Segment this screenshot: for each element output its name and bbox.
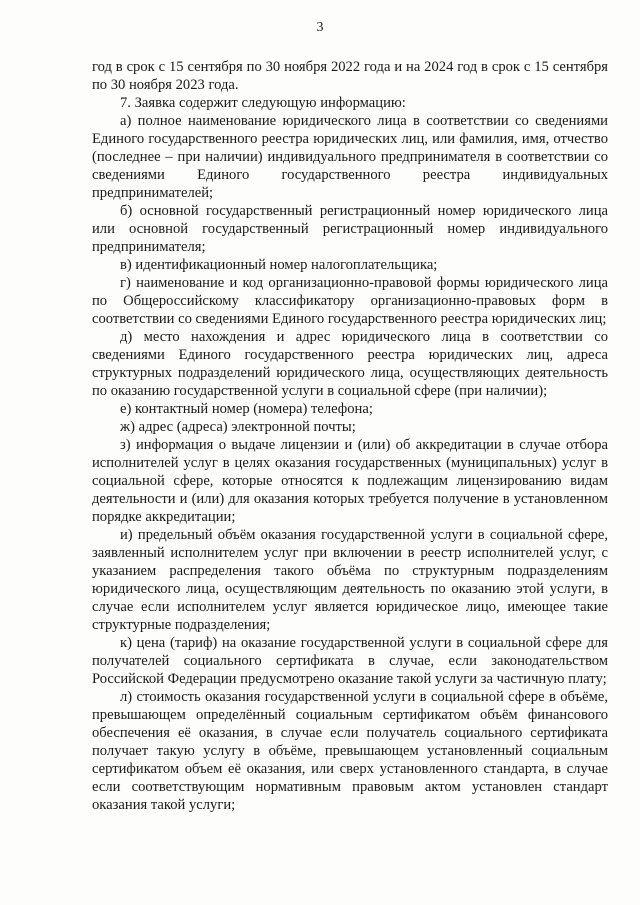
paragraph-item-d: д) место нахождения и адрес юридического лица в соответствии со сведениями Единого государственного реестра юридических лиц, адреса структурных подразделений юридического лица, осуществляющих деятельность по оказанию государственной услуги в социальной сфере (при наличии); bbox=[92, 329, 608, 399]
paragraph-item-g: г) наименование и код организационно-правовой формы юридического лица по Общероссийскому классификатору организационно-правовых форм в соответствии со сведениями Единого государственного реестра юридических лиц; bbox=[92, 275, 608, 327]
paragraph-item-a: а) полное наименование юридического лица в соответствии со сведениями Единого государственного реестра юридических лиц, или фамилия, имя, отчество (последнее – при наличии) индивидуального предпринимателя в соответствии со сведениями Единого государственного реестра индивидуальных предпринимателей; bbox=[92, 113, 608, 201]
document-body bbox=[92, 58, 608, 814]
paragraph-item-l: л) стоимость оказания государственной услуги в социальной сфере в объёме, превышающем определённый социальным сертификатом объём финансового обеспечения её оказания, в случае если получатель социального сертификата получает такую услугу в объёме, превышающем установленный социальным сертификатом объем её оказания, или сверх установленного стандарта, в случае если соответствующим нормативным правовым актом установлен стандарт оказания такой услуги; bbox=[92, 689, 608, 813]
paragraph-item-k: к) цена (тариф) на оказание государственной услуги в социальной сфере для получателей социального сертификата в случае, если законодательством Российской Федерации предусмотрено оказание такой услуги за частичную плату; bbox=[92, 635, 608, 687]
paragraph-item-v: в) идентификационный номер налогоплательщика; bbox=[120, 257, 438, 273]
paragraph-item-7: 7. Заявка содержит следующую информацию: bbox=[120, 95, 406, 111]
paragraph-item-e: е) контактный номер (номера) телефона; bbox=[120, 401, 373, 417]
paragraph-item-zh: ж) адрес (адреса) электронной почты; bbox=[120, 419, 356, 435]
paragraph-continuation: год в срок с 15 сентября по 30 ноября 2022 года и на 2024 год в срок с 15 сентября по 30 ноября 2023 года. bbox=[92, 59, 608, 93]
paragraph-item-z: з) информация о выдаче лицензии и (или) об аккредитации в случае отбора исполнителей услуг в целях оказания государственных (муниципальных) услуг в социальной сфере, которые относятся к подлежащим лицензированию видам деятельности и (или) для оказания которых требуется получение в установленном порядке аккредитации; bbox=[92, 437, 608, 525]
paragraph-item-b: б) основной государственный регистрационный номер юридического лица или основной государственный регистрационный номер индивидуального предпринимателя; bbox=[92, 203, 608, 255]
page-number: 3 bbox=[316, 20, 324, 35]
paragraph-item-i: и) предельный объём оказания государственной услуги в социальной сфере, заявленный исполнителем услуг при включении в реестр исполнителей услуг, с указанием распределения такого объёма по структурным подразделениям юридического лица, осуществляющим деятельность по оказанию этой услуги, в случае если исполнителем услуг является юридическое лицо, имеющее такие структурные подразделения; bbox=[92, 527, 608, 633]
